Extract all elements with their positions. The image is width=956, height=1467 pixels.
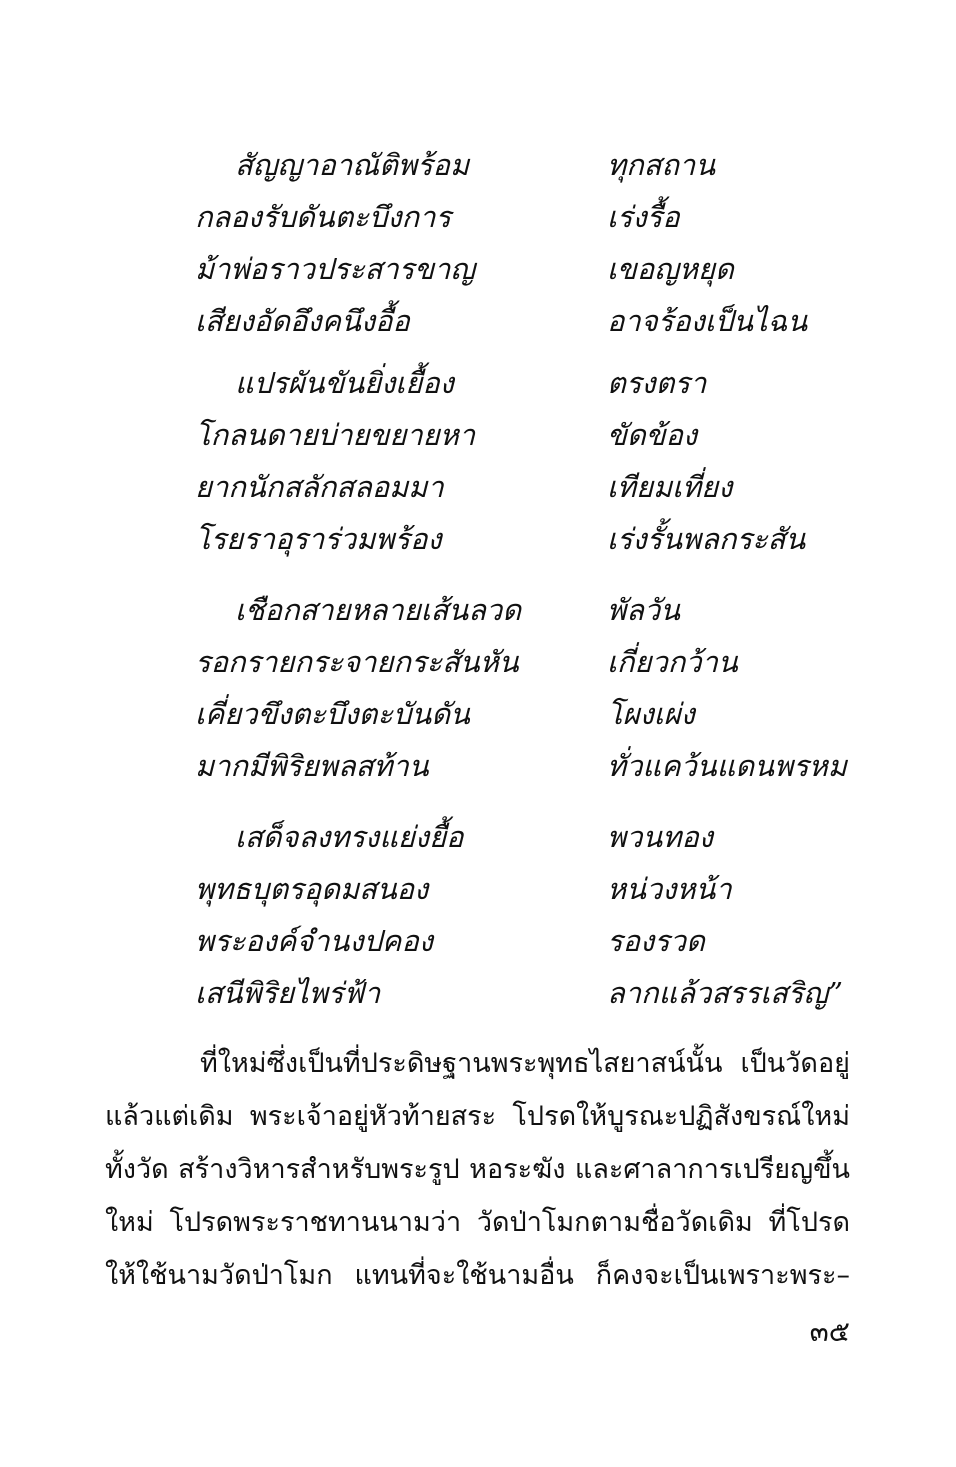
prose-paragraph: ที่ใหม่ซึ่งเป็นที่ประดิษฐานพระพุทธไสยาสน์นั้น เป็นวัดอยู่แล้วแต่เดิม พระเจ้าอยู่หัวท้ายสระ โปรดให้บูรณะปฏิสังขรณ์ใหม่ทั้งวัด สร้างวิหารสำหรับพระรูป หอระฆัง และศาลาการเปรียญขึ้นใหม่ โปรดพระราชทานนามว่า วัดป่าโมกตามชื่อวัดเดิม ที่โปรดให้ใช้นามวัดป่าโมก แทนที่จะใช้นามอื่น ก็คงจะเป็นเพราะพระ– (105, 1048, 850, 1291)
verse-first-half: กลองรับดันตะบึงการ (195, 200, 451, 234)
verse-first-half: เสด็จลงทรงแย่งยื้อ (235, 820, 464, 854)
verse-second-half: พวนทอง (607, 820, 713, 854)
verse-second-half: ทุกสถาน (607, 148, 716, 182)
verse-second-half: รองรวด (607, 924, 705, 958)
verse-second-half: เกี่ยวกว้าน (607, 645, 738, 679)
verse-line (0, 688, 956, 740)
verse-first-half: แปรผันขันยิ่งเยื้อง (235, 366, 454, 400)
prose-section (105, 1037, 850, 1302)
verse-line (0, 513, 956, 565)
verse-first-half: พุทธบุตรอุดมสนอง (195, 872, 429, 906)
verse-second-half: เร่งรื้อ (607, 200, 680, 234)
verse-line (0, 139, 956, 191)
verse-second-half: ตรงตรา (607, 366, 707, 400)
verse-first-half: โกลนดายบ่ายขยายหา (195, 418, 476, 452)
verse-line (0, 191, 956, 243)
verse-line (0, 863, 956, 915)
verse-second-half: ทั่วแคว้นแดนพรหม (607, 749, 847, 783)
verse-line (0, 636, 956, 688)
verse-second-half: หน่วงหน้า (607, 872, 732, 906)
verse-first-half: เสนีพิริยไพร่ฟ้า (195, 976, 381, 1010)
verse-second-half: เทียมเที่ยง (607, 470, 733, 504)
verse-second-half: โผงเผ่ง (607, 697, 695, 731)
verse-first-half: โรยราอุราร่วมพร้อง (195, 522, 442, 556)
verse-line (0, 409, 956, 461)
verse-second-half: ลากแล้วสรรเสริญ” (607, 976, 843, 1010)
verse-first-half: ยากนักสลักสลอมมา (195, 470, 444, 504)
verse-second-half: อาจร้องเป็นไฉน (607, 304, 808, 338)
verse-line (0, 967, 956, 1019)
verse-second-half: พัลวัน (607, 593, 680, 627)
verse-first-half: รอกรายกระจายกระสันหัน (195, 645, 519, 679)
verse-line (0, 915, 956, 967)
verse-first-half: เชือกสายหลายเส้นลวด (235, 593, 522, 627)
verse-first-half: มากมีพิริยพลสท้าน (195, 749, 429, 783)
verse-line (0, 740, 956, 792)
verse-first-half: ม้าพ่อราวประสารขาญ (195, 252, 476, 286)
verse-second-half: เขอญหยุด (607, 252, 734, 286)
verse-line (0, 357, 956, 409)
verse-first-half: พระองค์จำนงปคอง (195, 924, 433, 958)
verse-line (0, 461, 956, 513)
verse-line (0, 295, 956, 347)
verse-line (0, 243, 956, 295)
verse-second-half: เร่งรั้นพลกระสัน (607, 522, 806, 556)
page-number: ๓๕ (809, 1315, 850, 1348)
verse-line (0, 584, 956, 636)
verse-second-half: ขัดข้อง (607, 418, 698, 452)
verse-first-half: เสียงอัดอึงคนึงอื้อ (195, 304, 410, 338)
verse-first-half: เคี่ยวขึงตะบึงตะบันดัน (195, 697, 470, 731)
verse-first-half: สัญญาอาณัติพร้อม (235, 148, 470, 182)
verse-line (0, 811, 956, 863)
